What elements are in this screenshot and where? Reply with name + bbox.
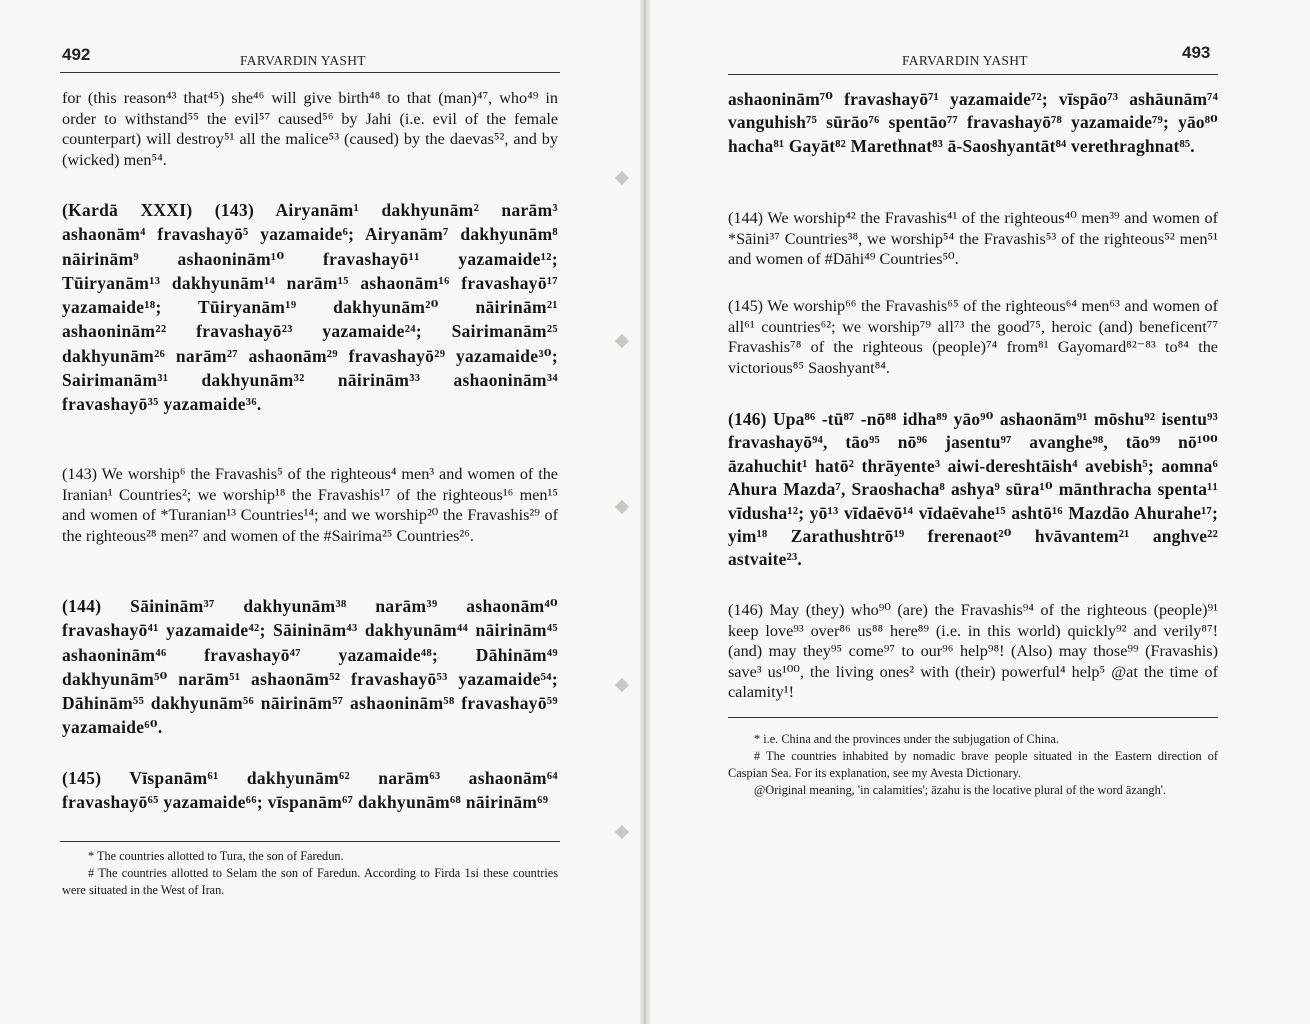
footnote-left-1: * The countries allotted to Tura, the son of Faredun. [88,849,344,863]
footnote-right-2: # The countries inhabited by nomadic brave people situated in the Eastern direction of Caspian Sea. For its explanation, see my Avesta Dictionary. [728,749,1218,780]
right-block-3: (145) We worship⁶⁶ the Fravashis⁶⁵ of the righteous⁶⁴ men⁶³ and women of all⁶¹ countries⁶²; we worship⁷⁹ all⁷³ the good⁷⁵, heroic (and) beneficent⁷⁷ Fravashis⁷⁸ of the righteous (people)⁷⁴ from⁸¹ Gayomard⁸²⁻⁸³ to⁸⁴ the victorious⁸⁵ Saoshyant⁸⁴. [728,297,1218,377]
running-title-left: FARVARDIN YASHT [240,53,366,68]
footnote-right-3: @Original meaning, 'in calamities'; āzahu is the locative plural of the word āzangh'. [754,783,1167,797]
page-number-left: 492 [62,45,91,64]
right-block-1: ashaoninām⁷⁰ fravashayō⁷¹ yazamaide⁷²; vīspāo⁷³ ashāunām⁷⁴ vanguhish⁷⁵ sūrāo⁷⁶ spentāo⁷⁷ fravashayō⁷⁸ yazamaide⁷⁹; yāo⁸⁰ hacha⁸¹ Gayāt⁸² Marethnat⁸³ ā-Saoshyantāt⁸⁴ verethraghnat⁸⁵. [728,89,1218,156]
footnote-rule-left [60,841,560,842]
left-page [0,0,640,1024]
page-number-right: 493 [1182,43,1211,62]
right-block-5: (146) May (they) who⁹⁰ (are) the Fravashis⁹⁴ of the righteous (people)⁹¹ keep love⁹³ over⁸⁶ us⁸⁸ here⁸⁹ (i.e. in this world) quickly⁹² and verily⁸⁷! (and) may they⁹⁵ come⁹⁷ to our⁹⁶ help⁹⁸! (Also) may those⁹⁹ (Fravashis) save³ us¹⁰⁰, the living ones² with (their) powerful⁴ help⁵ @at the time of calamity¹! [728,601,1218,701]
binding-marker [615,171,629,185]
binding-marker [615,678,629,692]
binding-marker [615,334,629,348]
left-block-5: (145) Vīspanām⁶¹ dakhyunām⁶² narām⁶³ ashaonām⁶⁴ fravashayō⁶⁵ yazamaide⁶⁶; vīspanām⁶⁷ dakhyunām⁶⁸ nāirinām⁶⁹ [62,768,558,813]
footnote-rule-right [728,717,1218,718]
left-block-4: (144) Sāininām³⁷ dakhyunām³⁸ narām³⁹ ashaonām⁴⁰ fravashayō⁴¹ yazamaide⁴²; Sāininām⁴³ dakhyunām⁴⁴ nāirinām⁴⁵ ashaoninām⁴⁶ fravashayō⁴⁷ yazamaide⁴⁸; Dāhinām⁴⁹ dakhyunām⁵⁰ narām⁵¹ ashaonām⁵² fravashayō⁵³ yazamaide⁵⁴; Dāhinām⁵⁵ dakhyunām⁵⁶ nāirinām⁵⁷ ashaoninām⁵⁸ fravashayō⁵⁹ yazamaide⁶⁰. [62,596,558,738]
footnotes-right [728,731,1218,799]
header-rule-left [60,72,560,73]
right-page [650,0,1310,1024]
right-block-4: (146) Upa⁸⁶ -tū⁸⁷ -nō⁸⁸ idha⁸⁹ yāo⁹⁰ ashaonām⁹¹ mōshu⁹² isentu⁹³ fravashayō⁹⁴, tāo⁹⁵ nō⁹⁶ jasentu⁹⁷ avanghe⁹⁸, tāo⁹⁹ nō¹⁰⁰ āzahuchit¹ hatō² thrāyente³ aiwi-dereshtāish⁴ avebish⁵; aomna⁶ Ahura Mazda⁷, Sraoshacha⁸ ashya⁹ sūra¹⁰ mānthracha spenta¹¹ vīdusha¹²; yō¹³ vīdaēvō¹⁴ vīdaēvahe¹⁵ ashtō¹⁶ Mazdāo Ahurahe¹⁷; yim¹⁸ Zarathushtrō¹⁹ frerenaot²⁰ hvāvantem²¹ anghve²² astvaite²³. [728,409,1218,570]
binding-marker [615,825,629,839]
footnote-right-1: * i.e. China and the provinces under the subjugation of China. [754,732,1059,746]
binding-marker [615,500,629,514]
book-gutter [640,0,650,1024]
left-block-3: (143) We worship⁶ the Fravashis⁵ of the righteous⁴ men³ and women of the Iranian¹ Countries²; we worship¹⁸ the Fravashis¹⁷ of the righteous¹⁶ men¹⁵ and women of *Turanian¹³ Countries¹⁴; and we worship²⁰ the Fravashis²⁹ of the righteous²⁸ men²⁷ and women of the #Sairima²⁵ Countries²⁶. [62,465,558,545]
footnote-left-2: # The countries allotted to Selam the son of Faredun. According to Firda 1si these countries were situated in the West of Iran. [62,866,558,897]
running-title-right: FARVARDIN YASHT [902,53,1028,68]
header-rule-right [728,74,1218,75]
footnotes-left [62,848,558,899]
left-block-1: for (this reason⁴³ that⁴⁵) she⁴⁶ will give birth⁴⁸ to that (man)⁴⁷, who⁴⁹ in order to withstand⁵⁵ the evil⁵⁷ caused⁵⁶ by Jahi (i.e. evil of the female counterpart) will destroy⁵¹ all the malice⁵³ (caused) by the daevas⁵², and by (wicked) men⁵⁴. [62,89,558,169]
left-block-2: (Kardā XXXI) (143) Airyanām¹ dakhyunām² narām³ ashaonām⁴ fravashayō⁵ yazamaide⁶; Airyanām⁷ dakhyunām⁸ nāirinām⁹ ashaoninām¹⁰ fravashayō¹¹ yazamaide¹²; Tūiryanām¹³ dakhyunām¹⁴ narām¹⁵ ashaonām¹⁶ fravashayō¹⁷ yazamaide¹⁸; Tūiryanām¹⁹ dakhyunām²⁰ nāirinām²¹ ashaoninām²² fravashayō²³ yazamaide²⁴; Sairimanām²⁵ dakhyunām²⁶ narām²⁷ ashaonām²⁹ fravashayō²⁹ yazamaide³⁰; Sairimanām³¹ dakhyunām³² nāirinām³³ ashaoninām³⁴ fravashayō³⁵ yazamaide³⁶. [62,200,558,415]
right-block-2: (144) We worship⁴² the Fravashis⁴¹ of the righteous⁴⁰ men³⁹ and women of *Sāini³⁷ Countries³⁸, we worship⁵⁴ the Fravashis⁵³ of the righteous⁵² men⁵¹ and women of #Dāhi⁴⁹ Countries⁵⁰. [728,209,1218,268]
